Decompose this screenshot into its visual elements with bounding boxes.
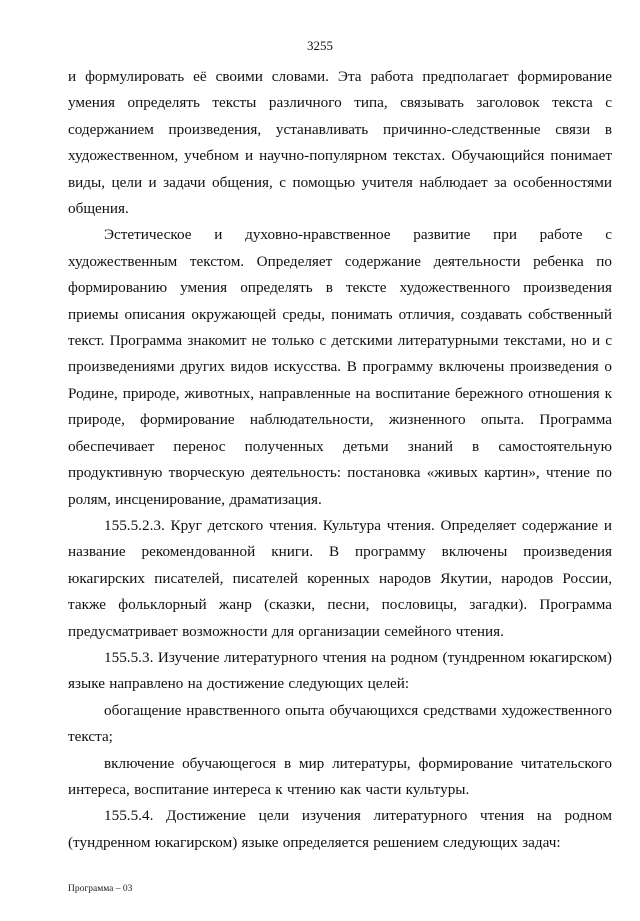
paragraph-4: 155.5.3. Изучение литературного чтения на родном (тундренном юкагирском) языке направлено на достижение следующих целей: <box>68 648 612 693</box>
paragraph-5: обогащение нравственного опыта обучающихся средствами художественного текста; <box>68 701 612 746</box>
paragraph-2: Эстетическое и духовно-нравственное развитие при работе с художественным текстом. Определяет содержание деятельности ребенка по формированию умения определять в тексте художественного произведения приемы описания окружающей среды, понимать отличия, создавать собственный текст. Программа знакомит не только с детскими литературными текстами, но и с произведениями других видов искусства. В программу включены произведения о Родине, природе, животных, направленные на воспитание бережного отношения к природе, формирование наблюдательности, жизненного опыта. Программа обеспечивает перенос полученных детьми знаний в самостоятельную продуктивную творческую деятельность: постановка «живых картин», чтение по ролям, инсценирование, драматизация. <box>68 226 612 508</box>
paragraph-6: включение обучающегося в мир литературы, формирование читательского интереса, воспитание интереса к чтению как части культуры. <box>68 754 612 798</box>
page-footer: Программа – 03 <box>68 884 133 894</box>
paragraph-3: 155.5.2.3. Круг детского чтения. Культура чтения. Определяет содержание и название рекомендованной книги. В программу включены произведения юкагирских писателей, писателей коренных народов Якутии, народов России, также фольклорный жанр (сказки, песни, пословицы, загадки). Программа предусматривает возможности для организации семейного чтения. <box>68 516 612 640</box>
document-body <box>68 64 612 856</box>
paragraph-7: 155.5.4. Достижение цели изучения литературного чтения на родном (тундренном юкагирском) языке определяется решением следующих задач: <box>68 807 612 851</box>
paragraph-1: и формулировать её своими словами. Эта работа предполагает формирование умения определять тексты различного типа, связывать заголовок текста с содержанием произведения, устанавливать причинно-следственные связи в художественном, учебном и научно-популярном текстах. Обучающийся понимает виды, цели и задачи общения, с помощью учителя наблюдает за особенностями общения. <box>68 68 612 218</box>
page-number: 3255 <box>307 38 333 53</box>
